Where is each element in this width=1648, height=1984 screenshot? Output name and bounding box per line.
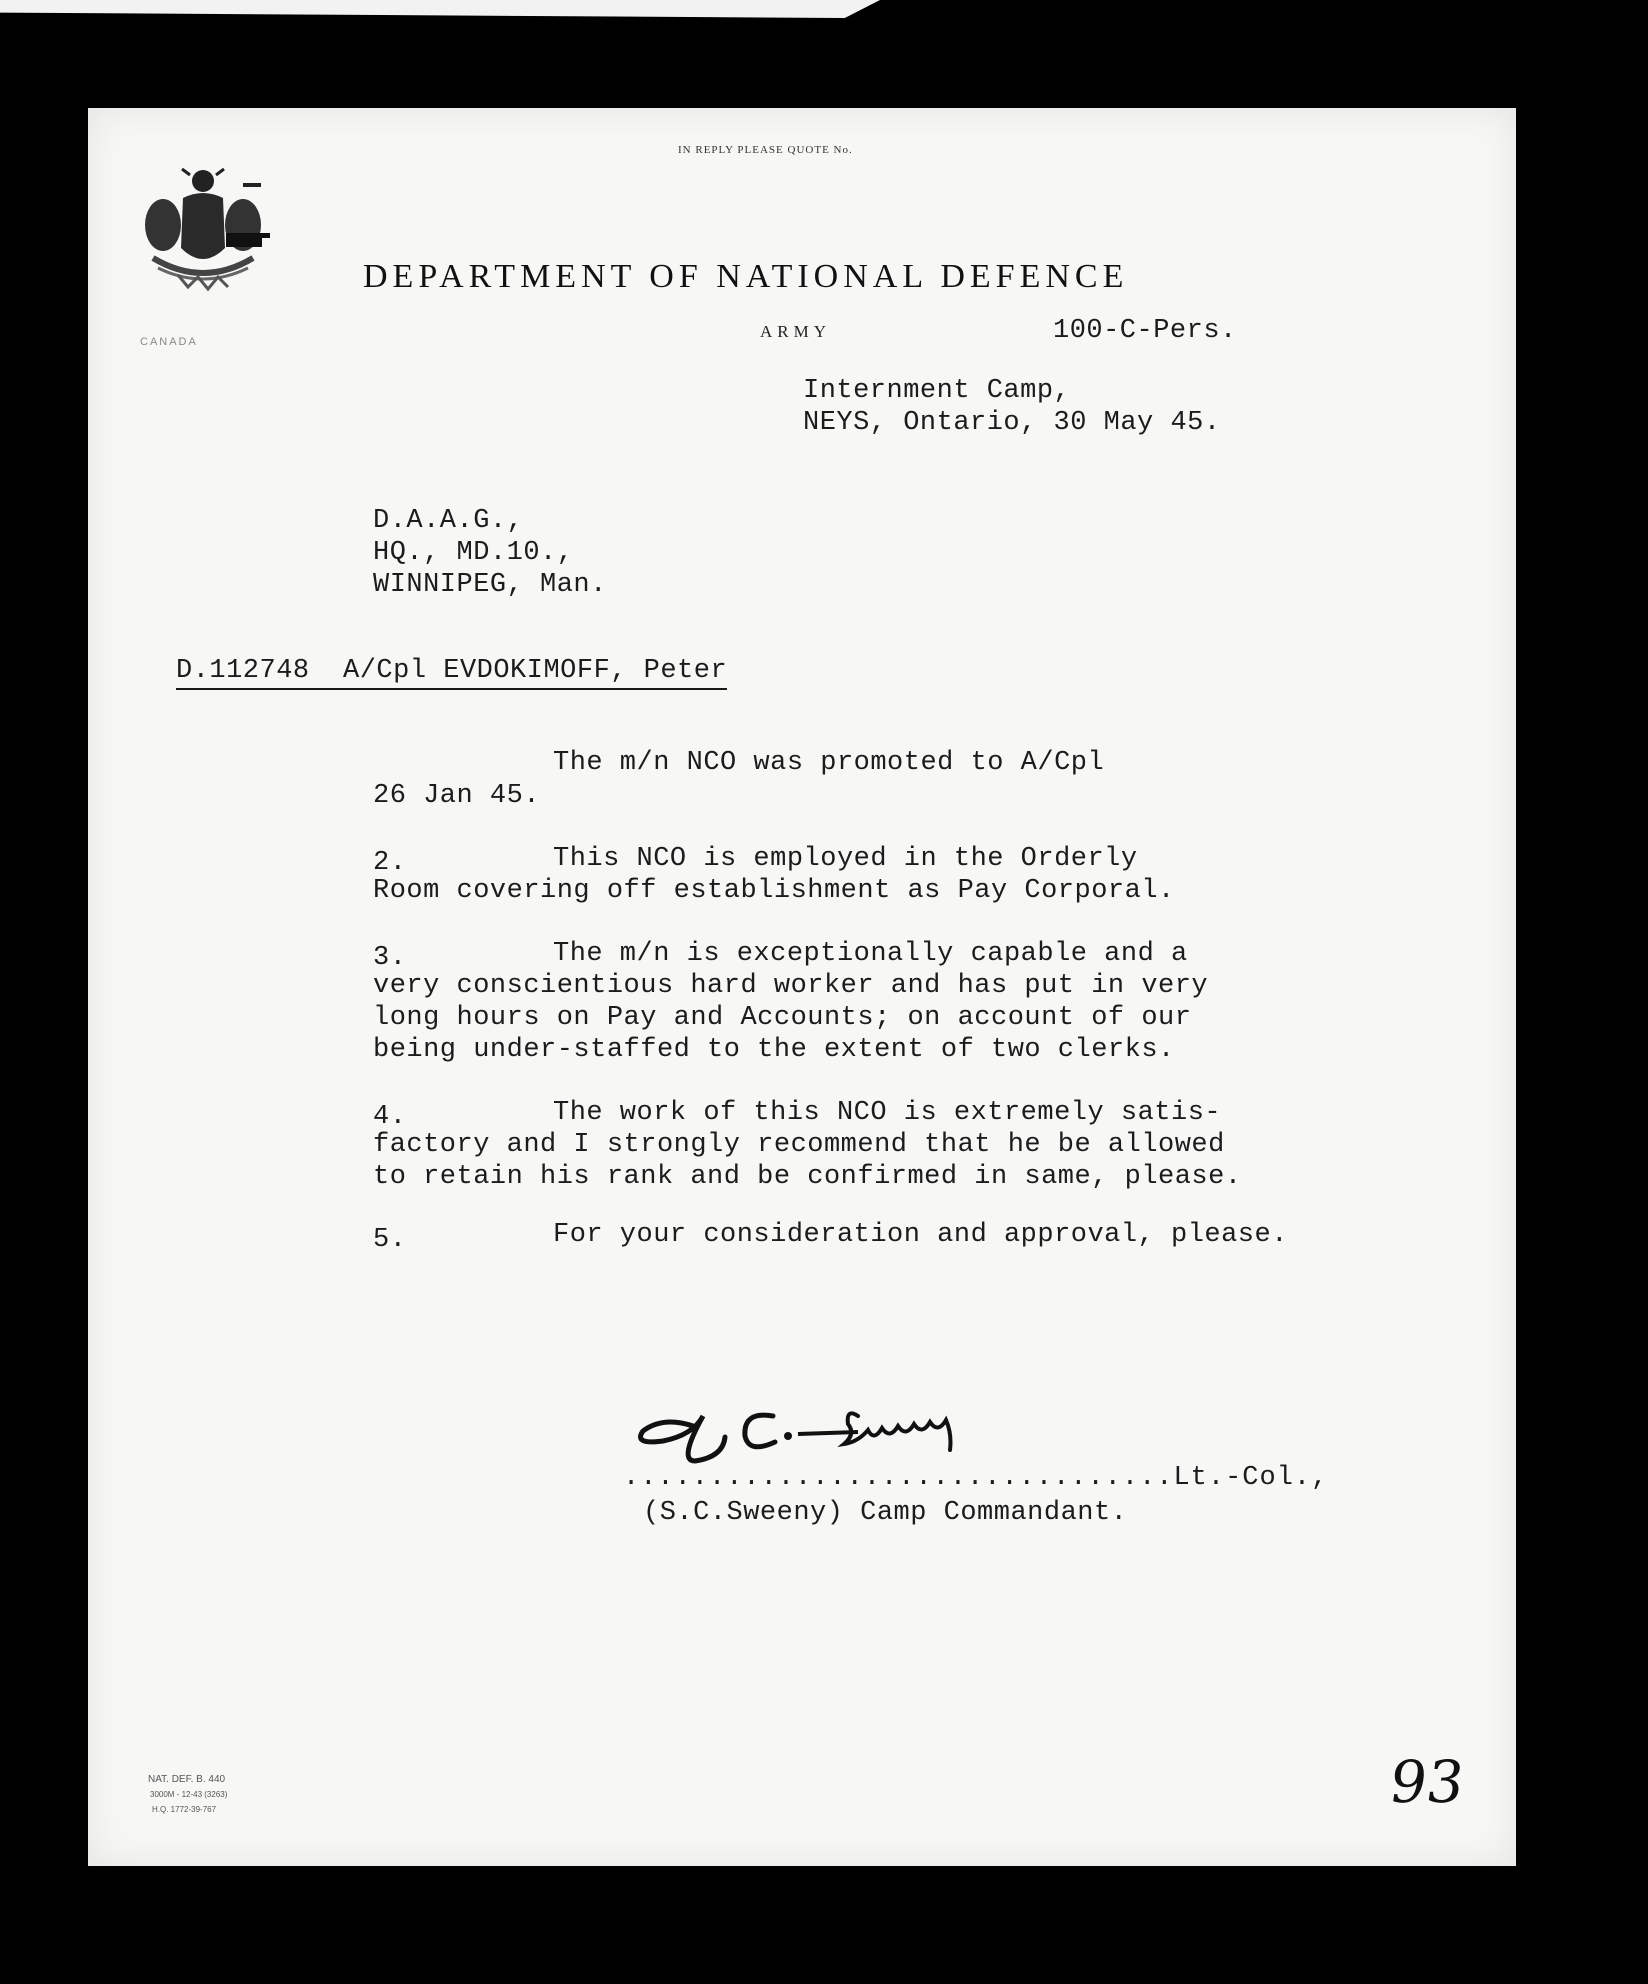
para-3-line-3: long hours on Pay and Accounts; on account of our xyxy=(373,1003,1192,1033)
para-5-line-1: For your consideration and approval, please. xyxy=(553,1220,1288,1250)
para-3-number: 3. xyxy=(373,943,407,973)
form-number-line-2: 3000M - 12-43 (3263) xyxy=(150,1790,228,1799)
page-number: 93 xyxy=(1385,1748,1469,1816)
branch-label: ARMY xyxy=(760,322,832,341)
location-date-line: NEYS, Ontario, 30 May 45. xyxy=(803,408,1221,438)
recipient-line-3: WINNIPEG, Man. xyxy=(373,570,607,600)
coat-of-arms-icon xyxy=(128,163,278,303)
canada-label: CANADA xyxy=(140,336,198,348)
para-4-number: 4. xyxy=(373,1102,407,1132)
letter-page xyxy=(88,108,1516,1866)
para-3-line-1: The m/n is exceptionally capable and a xyxy=(553,939,1188,969)
department-heading: DEPARTMENT OF NATIONAL DEFENCE xyxy=(363,258,1129,295)
para-4-line-3: to retain his rank and be confirmed in same, please. xyxy=(373,1162,1242,1192)
para-3-line-2: very conscientious hard worker and has put in very xyxy=(373,971,1209,1001)
para-2-number: 2. xyxy=(373,848,407,878)
para-4-line-1: The work of this NCO is extremely satis- xyxy=(553,1098,1222,1128)
signature-dots-rank: ................................Lt.-Col., xyxy=(623,1463,1329,1493)
location-line-1: Internment Camp, xyxy=(803,376,1071,406)
file-reference: 100-C-Pers. xyxy=(1053,316,1237,346)
reply-note: IN REPLY PLEASE QUOTE No. xyxy=(678,144,853,156)
form-number-line-1: NAT. DEF. B. 440 xyxy=(148,1774,226,1785)
para-2-line-2: Room covering off establishment as Pay Corporal. xyxy=(373,876,1175,906)
form-number-line-3: H.Q. 1772-39-767 xyxy=(152,1805,217,1814)
recipient-line-1: D.A.A.G., xyxy=(373,506,524,536)
para-5-number: 5. xyxy=(373,1225,407,1255)
para-4-line-2: factory and I strongly recommend that he be allowed xyxy=(373,1130,1225,1160)
recipient-line-2: HQ., MD.10., xyxy=(373,538,574,568)
subject-line: D.112748 A/Cpl EVDOKIMOFF, Peter xyxy=(176,656,727,690)
para-2-line-1: This NCO is employed in the Orderly xyxy=(553,844,1138,874)
torn-paper-strip xyxy=(0,0,880,18)
para-1-line-1: The m/n NCO was promoted to A/Cpl xyxy=(553,748,1105,778)
para-3-line-4: being under-staffed to the extent of two clerks. xyxy=(373,1035,1175,1065)
signature-name-title: (S.C.Sweeny) Camp Commandant. xyxy=(643,1498,1128,1528)
para-1-line-2: 26 Jan 45. xyxy=(373,781,541,811)
